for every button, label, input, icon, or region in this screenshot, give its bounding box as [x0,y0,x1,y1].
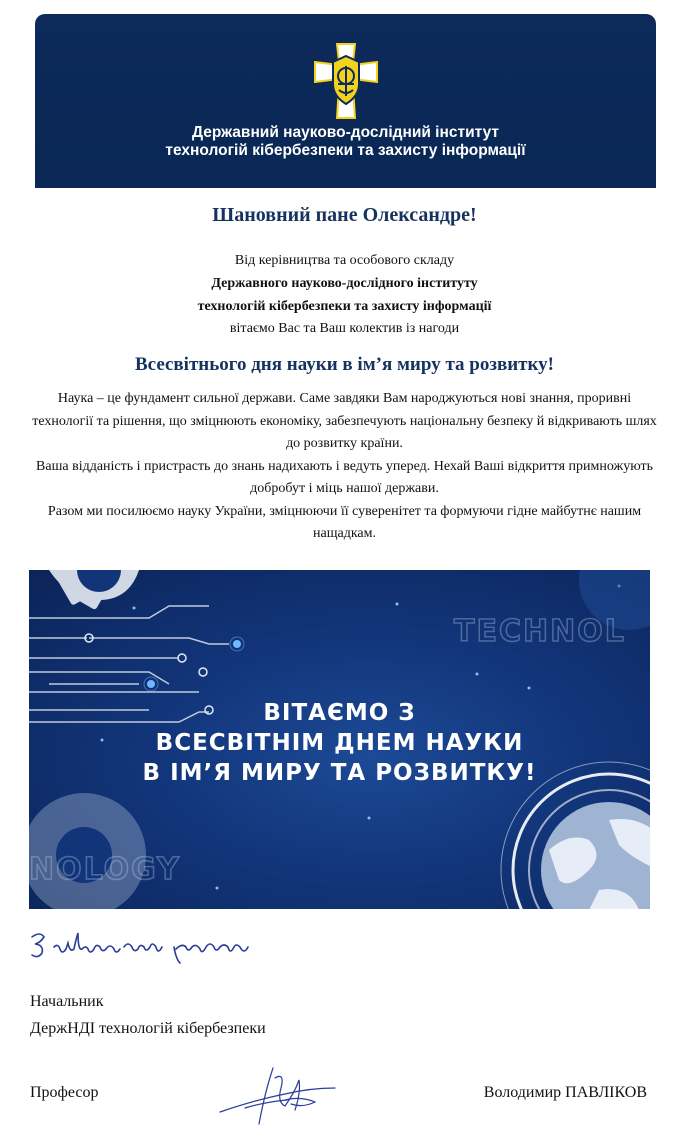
header-banner [35,14,656,188]
paragraph-2: Ваша відданість і пристрасть до знань надихають і ведуть уперед. Нехай Ваші відкриття примножують добробут і міць нашої держави. [36,458,653,496]
banner-title-line3: В ІМ’Я МИРУ ТА РОЗВИТКУ! [142,760,537,786]
paragraph-1: Наука – це фундамент сильної держави. Саме завдяки Вам народжуються нові знання, проривні технології та рішення, що зміцнюють економіку, забезпечують національну безпеку й відкривають шлях до розвитку країни. [32,391,657,451]
institute-name-line1: Державний науково-дослідний інститут [192,124,499,141]
greeting: Шановний пане Олександре! [212,204,477,226]
from-line-2: Державного науково-дослідного інституту [211,276,478,291]
from-line-3: технологій кібербезпеки та захисту інформації [197,299,492,314]
handwritten-signature [215,1062,340,1130]
institute-cross-emblem [313,42,379,120]
science-day-banner [29,570,650,909]
watermark-technology-bottom: NOLOGY [29,852,181,887]
signer-title: Професор [30,1084,99,1101]
paragraph-3: Разом ми посилюємо науку України, зміцнюючи її суверенітет та формуючи гідне майбутнє нашим нащадкам. [47,503,642,541]
signer-name: Володимир ПАВЛІКОВ [483,1084,647,1101]
institute-name-line2: технологій кібербезпеки та захисту інформації [165,142,526,159]
banner-title-line1: ВІТАЄМО З [263,700,416,726]
signer-position-line1: Начальник [30,993,104,1010]
occasion-heading: Всесвітнього дня науки в ім’я миру та розвитку! [134,354,555,375]
from-line-1: Від керівництва та особового складу [234,253,455,268]
handwritten-closing [30,925,260,970]
watermark-technology-top: TECHNOL [454,614,626,649]
signer-position-line2: ДержНДІ технологій кібербезпеки [30,1020,266,1037]
from-line-4: вітаємо Вас та Ваш колектив із нагоди [229,321,460,336]
letter-body [30,388,659,546]
banner-title-line2: ВСЕСВІТНІМ ДНЕМ НАУКИ [155,730,524,756]
